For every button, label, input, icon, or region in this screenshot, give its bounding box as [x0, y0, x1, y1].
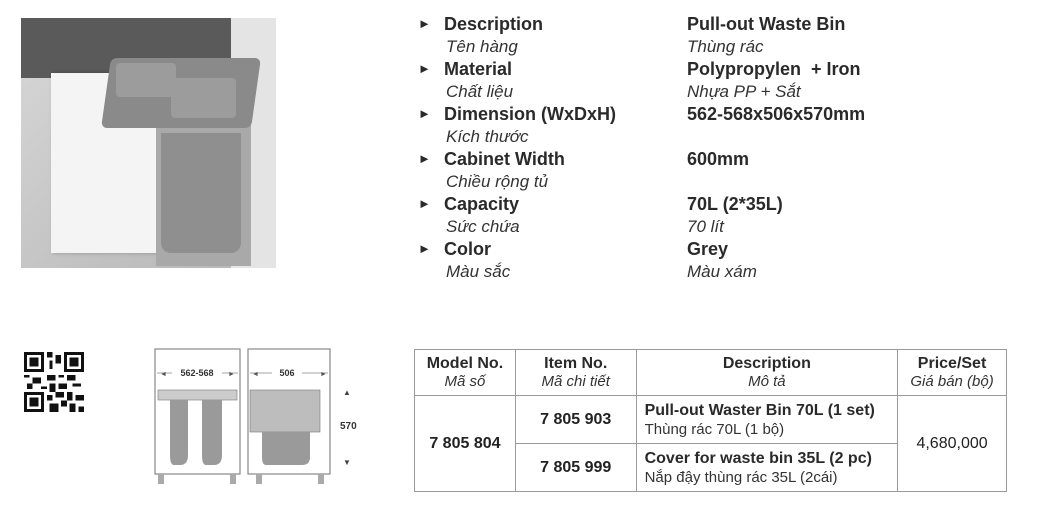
- svg-text:◄: ◄: [252, 371, 259, 378]
- svg-text:◄: ◄: [160, 371, 167, 378]
- spec-material: [418, 59, 1018, 104]
- table-row: [415, 396, 1007, 444]
- spec-value: Polypropylen + Iron: [687, 59, 861, 79]
- spec-list: [418, 14, 1018, 284]
- spec-label: Cabinet Width: [444, 149, 565, 169]
- height-dimension-label: 570: [340, 421, 357, 432]
- spec-color: [418, 239, 1018, 284]
- bullet-arrow-icon: ►: [418, 151, 431, 166]
- svg-text:►: ►: [228, 371, 235, 378]
- spec-value-vi: Nhựa PP + Sắt: [687, 82, 801, 101]
- bullet-arrow-icon: ►: [418, 241, 431, 256]
- side-view: [248, 349, 330, 484]
- spec-description: [418, 14, 1018, 59]
- item-description: Cover for waste bin 35L (2 pc) Nắp đậy thùng rác 35L (2cái): [636, 444, 898, 492]
- spec-dimension: [418, 104, 1018, 149]
- spec-label-vi: Chất liệu: [446, 82, 514, 101]
- width-dimension-label: 562-568: [180, 368, 214, 378]
- spec-label-vi: Sức chứa: [446, 217, 520, 236]
- spec-label: Description: [444, 14, 544, 34]
- svg-text:▲: ▲: [343, 388, 351, 397]
- item-description: Pull-out Waster Bin 70L (1 set) Thùng rác 70L (1 bộ): [636, 396, 898, 444]
- spec-value-vi: Thùng rác: [687, 37, 764, 56]
- spec-cabinet-width: [418, 149, 1018, 194]
- spec-label: Color: [444, 239, 491, 259]
- spec-value: 70L (2*35L): [687, 194, 783, 214]
- spec-value-vi: Màu xám: [687, 262, 757, 281]
- spec-label: Material: [444, 59, 513, 79]
- table-header-row: [415, 350, 1007, 396]
- spec-capacity: [418, 194, 1018, 239]
- bullet-arrow-icon: ►: [418, 196, 431, 211]
- spec-value-vi: 70 lít: [687, 217, 724, 236]
- header-model: Model No. Mã số: [415, 350, 516, 396]
- header-price: Price/Set Giá bán (bộ): [898, 350, 1007, 396]
- header-description: Description Mô tả: [636, 350, 898, 396]
- header-item: Item No. Mã chi tiết: [515, 350, 636, 396]
- spec-label-vi: Tên hàng: [446, 37, 518, 56]
- spec-value: 562-568x506x570mm: [687, 104, 866, 124]
- item-number: 7 805 999: [515, 444, 636, 492]
- model-number: 7 805 804: [415, 396, 516, 492]
- bullet-arrow-icon: ►: [418, 61, 431, 76]
- product-photo: [21, 18, 276, 268]
- bullet-arrow-icon: ►: [418, 106, 431, 121]
- spec-label-vi: Màu sắc: [446, 262, 511, 281]
- spec-value: Grey: [687, 239, 729, 259]
- front-view: [155, 349, 240, 484]
- bullet-arrow-icon: ►: [418, 16, 431, 31]
- svg-text:►: ►: [320, 371, 327, 378]
- technical-drawing: [150, 345, 360, 490]
- depth-dimension-label: 506: [279, 368, 295, 378]
- spec-label-vi: Kích thước: [446, 127, 529, 146]
- price: 4,680,000: [898, 396, 1007, 492]
- product-table: [414, 349, 1007, 492]
- spec-value: 600mm: [687, 149, 750, 169]
- item-number: 7 805 903: [515, 396, 636, 444]
- svg-text:▼: ▼: [343, 458, 351, 467]
- spec-label: Capacity: [444, 194, 520, 214]
- spec-value: Pull-out Waste Bin: [687, 14, 846, 34]
- spec-label-vi: Chiều rộng tủ: [446, 172, 549, 191]
- spec-label: Dimension (WxDxH): [444, 104, 617, 124]
- qr-code-icon: [24, 352, 84, 412]
